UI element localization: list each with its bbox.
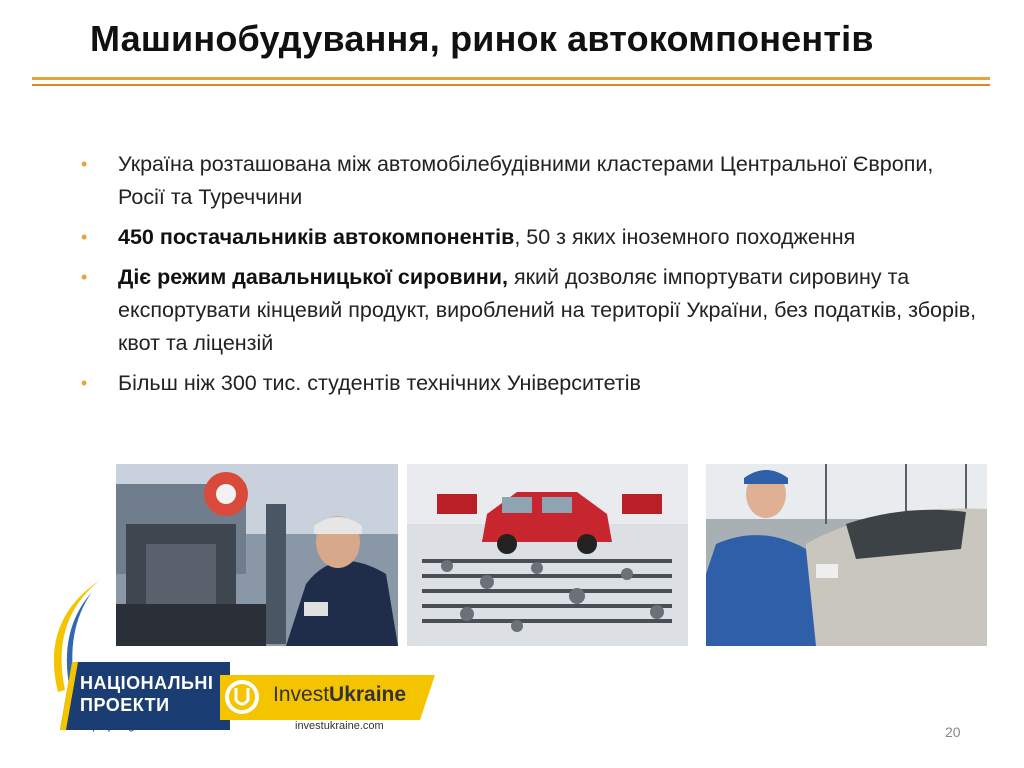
bullet-item [78,148,978,214]
title-divider-top [32,77,990,80]
slide-title: Машинобудування, ринок автокомпонентів [90,18,874,59]
bullet-item [78,221,978,254]
bullet-item [78,261,978,360]
footer-logos [30,580,450,740]
bullet-dot-icon: • [81,227,88,247]
national-projects-line1: НАЦІОНАЛЬНІ [80,673,214,693]
national-projects-url: ukrproject.gov.ua [77,720,161,732]
invest-ukraine-name-part1: Invest [273,683,330,706]
bullet-text: Більш ніж 300 тис. студентів технічних Університетів [118,371,641,395]
bullet-text: який дозволяє імпортувати сировину та експортувати кінцевий продукт, вироблений на території України, без податків, зборів, квот та ліцензій [118,265,977,355]
bullet-text: , 50 з яких іноземного походження [514,225,856,249]
invest-ukraine-url: investukraine.com [295,720,384,732]
bullet-dot-icon: • [81,154,88,174]
national-projects-logo [30,580,450,740]
bullet-item [78,367,978,400]
bullet-list [78,148,978,407]
bullet-bold-text: 450 постачальників автокомпонентів [118,225,515,249]
photo-car-inspection [706,464,987,646]
invest-ukraine-name-part2: Ukraine [329,683,407,706]
bullet-text: Україна розташована між автомобілебудівними кластерами Центральної Європи, Росії та Туреччини [118,152,934,209]
title-divider-bottom [32,84,990,86]
page-number: 20 [945,724,961,740]
bullet-bold-text: Діє режим давальницької сировини, [118,265,508,289]
bullet-dot-icon: • [81,373,88,393]
invest-ukraine-name [273,683,406,707]
bullet-dot-icon: • [81,267,88,287]
national-projects-line2: ПРОЕКТИ [80,695,170,715]
